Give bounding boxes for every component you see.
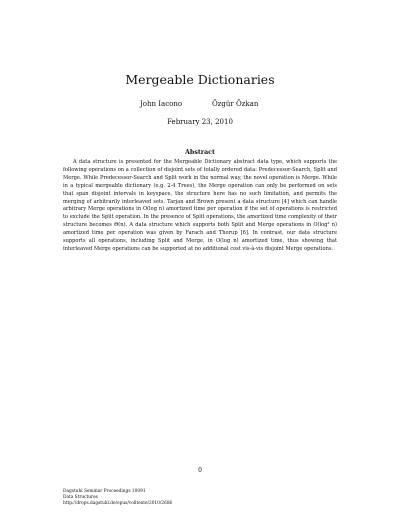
page-number: 0 [198, 467, 202, 474]
abstract-body: A data structure is presented for the Mergeable Dictionary abstract data type, which supports the following operations on a collection of disjoint sets of totally ordered data: Predecessor-Search, Split and Merge. While Predecessor-Search and Split work in the normal way, the novel operation is Merge. While in a typical mergeable dictionary (e.g. 2-4 Trees), the Merge operation can only be performed on sets that span disjoint intervals in keyspace, the structure here has no such limitation, and permits the merging of arbitrarily interleaved sets. Tarjan and Brown present a data structure [4] which can handle arbitrary Merge operations in O(log n) amortized time per operation if the set of operations is restricted to exclude the Split operation. In the presence of Split operations, the amortized time complexity of their structure becomes Θ(n). A data structure which supports both Split and Merge operations in O(log² n) amortized time per operation was given by Farach and Thorup [6]. In contrast, our data structure supports all operations, including Split and Merge, in O(log n) amortized time, thus showing that interleaved Merge operations can be supported at no additional cost vis-à-vis disjoint Merge operations. [63, 159, 337, 252]
paper-title: Mergeable Dictionaries [125, 72, 275, 87]
footer-proceedings: Dagstuhl Seminar Proceedings 10091 [63, 489, 146, 494]
abstract-heading: Abstract [185, 149, 215, 156]
footer-url[interactable]: http://drops.dagstuhl.de/opus/volltexte/2010/2686 [63, 501, 173, 506]
footer-topic: Data Structures [63, 495, 98, 500]
proceedings-footer [63, 489, 172, 507]
author-name: John Iacono [140, 100, 183, 108]
paper-date: February 23, 2010 [167, 118, 233, 126]
author-name: Özgür Özkan [212, 100, 259, 108]
